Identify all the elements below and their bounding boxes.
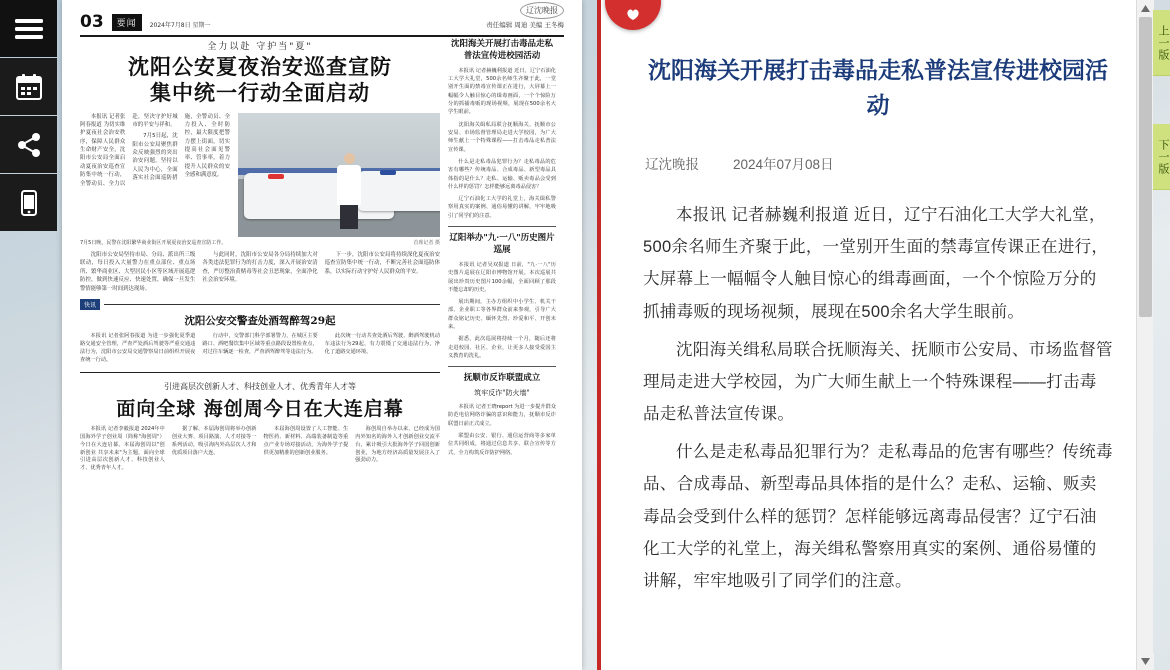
third-article-kicker: 引进高层次创新人才、科技创业人才、优秀青年人才等 <box>164 382 356 392</box>
second-article-headline: 沈阳公安交警查处酒驾醉驾29起 <box>184 314 336 327</box>
paragraph: 据悉，此次巡展将持续一个月，随后还将走进校园、社区、企业，让更多人接受爱国主义教育的洗礼。 <box>448 336 556 359</box>
paragraph: 下一步，沈阳市公安局将持续深化夏夜治安巡查宣防集中统一行动，不断完善社会面巡防体系，以实际行动守护好人民群众的平安。 <box>324 252 440 275</box>
newspaper-page[interactable] <box>62 0 582 670</box>
paragraph: 展出期间，主办方组织中小学生、机关干部、企业职工等各界群众前来参观，引导广大群众铭记历史、缅怀先烈、珍爱和平、开创未来。 <box>448 299 556 331</box>
mobile-icon <box>16 190 42 216</box>
vertical-scrollbar[interactable] <box>1136 0 1153 670</box>
main-article-body-left <box>80 113 230 240</box>
scroll-down-arrow[interactable] <box>1137 653 1154 670</box>
side-article-2-body <box>448 261 556 360</box>
paragraph: 此次统一行动共查处酒后驾驶、醉酒驾驶机动车违法行为29起，有力震慑了交通违法行为，净化了道路交通环境。 <box>324 332 440 355</box>
sidebar-item-share[interactable] <box>0 116 57 173</box>
paragraph: 本报讯 记者赫巍利报道 近日，辽宁石油化工大学大礼堂，500余名师生齐聚于此，一堂别开生面的禁毒宣传课正在进行，大屏幕上一幅幅令人触目惊心的缉毒画面，一个个惊险万分的抓捕毒贩的现场视频，展现在500余名大学生眼前。 <box>643 206 1109 321</box>
newspaper-masthead <box>80 6 564 37</box>
paragraph: 什么是走私毒品犯罪行为？走私毒品的危害有哪些？传统毒品、合成毒品、新型毒品具体指的是什么？走私、运输、贩卖毒品会受到什么样的惩罚？怎样能够远离毒品侵害？辽宁石油化工大学的礼堂上，海关缉私警察用真实的案例、通俗易懂的讲解，牢牢地吸引了同学们的注意。 <box>643 443 1113 590</box>
paragraph: 行动中，交警部门科学部署警力，在城区主要路口、酒吧餐饮集中区域等重点路段设置检查点，对过往车辆逐一检查，严查酒驾醉驾等违法行为。 <box>202 332 318 355</box>
main-article-photo-block <box>238 113 440 240</box>
paragraph: 沈阳市公安局坚持市局、分局、派出所三级联动，每日投入大量警力在重点部位、重点场所、繁华商业区、大型居民小区等区域开展巡逻防控，做到快速反应、快速处置，确保一旦发生警情能够第一时间到达现场。 <box>80 252 196 292</box>
side-article-1-headline: 沈阳海关开展打击毒品走私普法宣传进校园活动 <box>450 39 553 61</box>
reader-date: 2024年07月08日 <box>733 157 834 172</box>
sidebar-item-calendar[interactable] <box>0 58 57 115</box>
third-article-headline: 面向全球 海创周今日在大连启幕 <box>116 398 404 421</box>
photo-credit: 首席记者 摄 <box>413 239 440 246</box>
newspaper-side-column <box>448 39 556 473</box>
second-article-bar <box>80 299 440 310</box>
newspaper-main-column <box>80 39 440 473</box>
paragraph: 沈阳海关缉私局联合抚顺海关、抚顺市公安局、市场监督管理局走进大学校园，为广大师生献上一个特殊课程——打击毒品走私普法宣传课。 <box>448 121 556 153</box>
photo-caption-text: 7月5日晚，民警在沈阳繁华商业街区开展夏夜治安巡查宣防工作。 <box>80 239 227 246</box>
main-article-photo-caption <box>80 240 440 248</box>
side-article-3-body <box>448 403 556 457</box>
reader-article-title: 沈阳海关开展打击毒品走私普法宣传进校园活动 <box>648 58 1108 119</box>
section-tag: 要闻 <box>112 14 142 31</box>
main-article-headline-line2: 集中统一行动全面启动 <box>150 80 370 106</box>
paragraph: 沈阳海关缉私局联合抚顺海关、抚顺市公安局、市场监督管理局走进大学校园，为广大师生献上一个特殊课程——打击毒品走私普法宣传课。 <box>643 340 1113 424</box>
paragraph: 据了解，本届海创周将举办创新创业大赛、项目路演、人才对接等一系列活动，吸引海内外高层次人才和优质项目落户大连。 <box>171 426 257 456</box>
masthead-editor: 责任编辑 周迪 美编 王冬梅 <box>486 21 564 30</box>
sidebar-item-mobile[interactable] <box>0 174 57 231</box>
page-number: 03 <box>80 12 104 32</box>
bookmark-ribbon-icon <box>624 6 642 22</box>
paragraph: 本报讯 记者王晓report 为进一步提升群众防范电信网络诈骗的意识和能力，抚顺市反诈联盟日前正式成立。 <box>448 404 556 427</box>
paragraph: 本届海创周设置了人工智能、生物医药、新材料、高端装备制造等重点产业专场对接活动，为海外学子提供更加精准的创新创业服务。 <box>263 426 349 456</box>
share-icon <box>16 132 42 158</box>
page-nav <box>1153 0 1170 190</box>
side-article-1-body <box>448 67 556 220</box>
main-article-top <box>80 113 440 240</box>
prev-page-button[interactable]: 上一版 <box>1153 10 1170 76</box>
reader-article-meta <box>645 153 1113 173</box>
third-article-body <box>80 426 440 473</box>
paragraph: 海创周自举办以来，已经成为国内外知名的海外人才创新创业交流平台，累计吸引大批海外学子回国创新创业，为地方经济高质量发展注入了强劲动力。 <box>355 426 440 464</box>
newspaper-page-inner <box>62 0 582 670</box>
reader-article-body <box>643 199 1113 597</box>
reader-content <box>597 0 1153 597</box>
main-article-body <box>80 251 440 293</box>
paragraph: 与此同时，沈阳市公安局各分局持续加大对各类违法犯罪行为的打击力度，深入开展治安清查，严厉整治黄赌毒等社会丑恶现象，全面净化社会治安环境。 <box>202 252 318 284</box>
paragraph: 本报讯 记者张阿春报道 为进一步强化夏季道路交通安全管理，严查严处酒后驾驶等严重交通违法行为，沈阳市公安局交通警察局日前组织开展夜查统一行动。 <box>80 332 196 364</box>
newspaper-logo: 辽沈晚报 <box>520 2 564 19</box>
side-article-3-subline: 筑牢反诈"防火墙" <box>474 389 530 398</box>
side-article-3-headline: 抚顺市反诈联盟成立 <box>463 373 541 384</box>
paragraph: 本报讯 记者张阿春报道 为切实维护夏夜社会治安秩序，保障人民群众生命财产安全，沈阳市公安局全面启动夏夜治安巡查宣防集中统一行动，全警动员、全力以赴，坚决守护好城市的平安与祥和。 <box>80 113 178 187</box>
left-sidebar <box>0 0 57 670</box>
reader-accent-bar <box>597 0 601 670</box>
paragraph: 辽宁石油化工大学的礼堂上，海关缉私警察用真实的案例、通俗易懂的讲解，牢牢地吸引了同学们的注意。 <box>448 196 556 219</box>
main-article-photo <box>238 113 440 237</box>
paragraph: 联盟由公安、银行、通信运营商等多家单位共同组成，将通过信息共享、联合宣传等方式，全力构筑反诈防护网络。 <box>448 432 556 456</box>
second-article-tag: 快讯 <box>80 299 100 310</box>
paragraph: 本报讯 记者吴双报道 日前，"九·一八"历史图片巡展在辽阳市博物馆开展。本次巡展共展出珍贵历史图片100余幅，全面回顾了那段不能忘却的历史。 <box>448 261 556 293</box>
paragraph: 本报讯 记者赫巍利报道 近日，辽宁石油化工大学大礼堂，500余名师生齐聚于此，一堂别开生面的禁毒宣传课正在进行，大屏幕上一幅幅令人触目惊心的缉毒画面，一个个惊险万分的抓捕毒贩的现场视频，展现在500余名大学生眼前。 <box>448 67 556 116</box>
paragraph: 7月5日起，沈阳市公安局聚焦群众反映强烈的突出治安问题，坚持以人民为中心，全面落实社会面巡防措施，全警动员、全力投入、全时防控，最大限度把警力摆上街面，切实提高社会面见警率、管事率，着力提升人民群众的安全感和满意度。 <box>132 113 230 182</box>
paragraph: 什么是走私毒品犯罪行为？走私毒品的危害有哪些？传统毒品、合成毒品、新型毒品具体指的是什么？走私、运输、贩卖毒品会受到什么样的惩罚？怎样能够远离毒品侵害？ <box>448 158 556 190</box>
second-article-body <box>80 332 440 364</box>
newspaper-columns <box>80 39 564 473</box>
scroll-up-arrow[interactable] <box>1137 0 1154 17</box>
sidebar-item-menu[interactable] <box>0 0 57 57</box>
calendar-icon <box>16 74 42 100</box>
side-article-2-headline: 辽阳举办"九·一八"历史图片巡展 <box>449 233 555 255</box>
main-article-headline-line1: 沈阳公安夏夜治安巡查宣防 <box>128 54 392 79</box>
main-article-kicker: 全力以赴 守护当"夏" <box>207 42 313 52</box>
next-page-button[interactable]: 下一版 <box>1153 124 1170 190</box>
reader-source: 辽沈晚报 <box>645 157 699 172</box>
main-article-headline <box>80 54 440 107</box>
scrollbar-thumb[interactable] <box>1139 17 1152 317</box>
masthead-date: 2024年7月8日 星期一 <box>149 22 211 30</box>
menu-icon <box>15 18 43 40</box>
paragraph: 本报讯 记者李毅报道 2024年中国海外学子创业周（简称"海创周"）今日在大连启幕。本届海创周以"创新创业 共享未来"为主题，面向全球引进高层次创新人才、科技创业人才、优秀青年人才。 <box>80 426 165 472</box>
article-reader-pane <box>597 0 1153 670</box>
